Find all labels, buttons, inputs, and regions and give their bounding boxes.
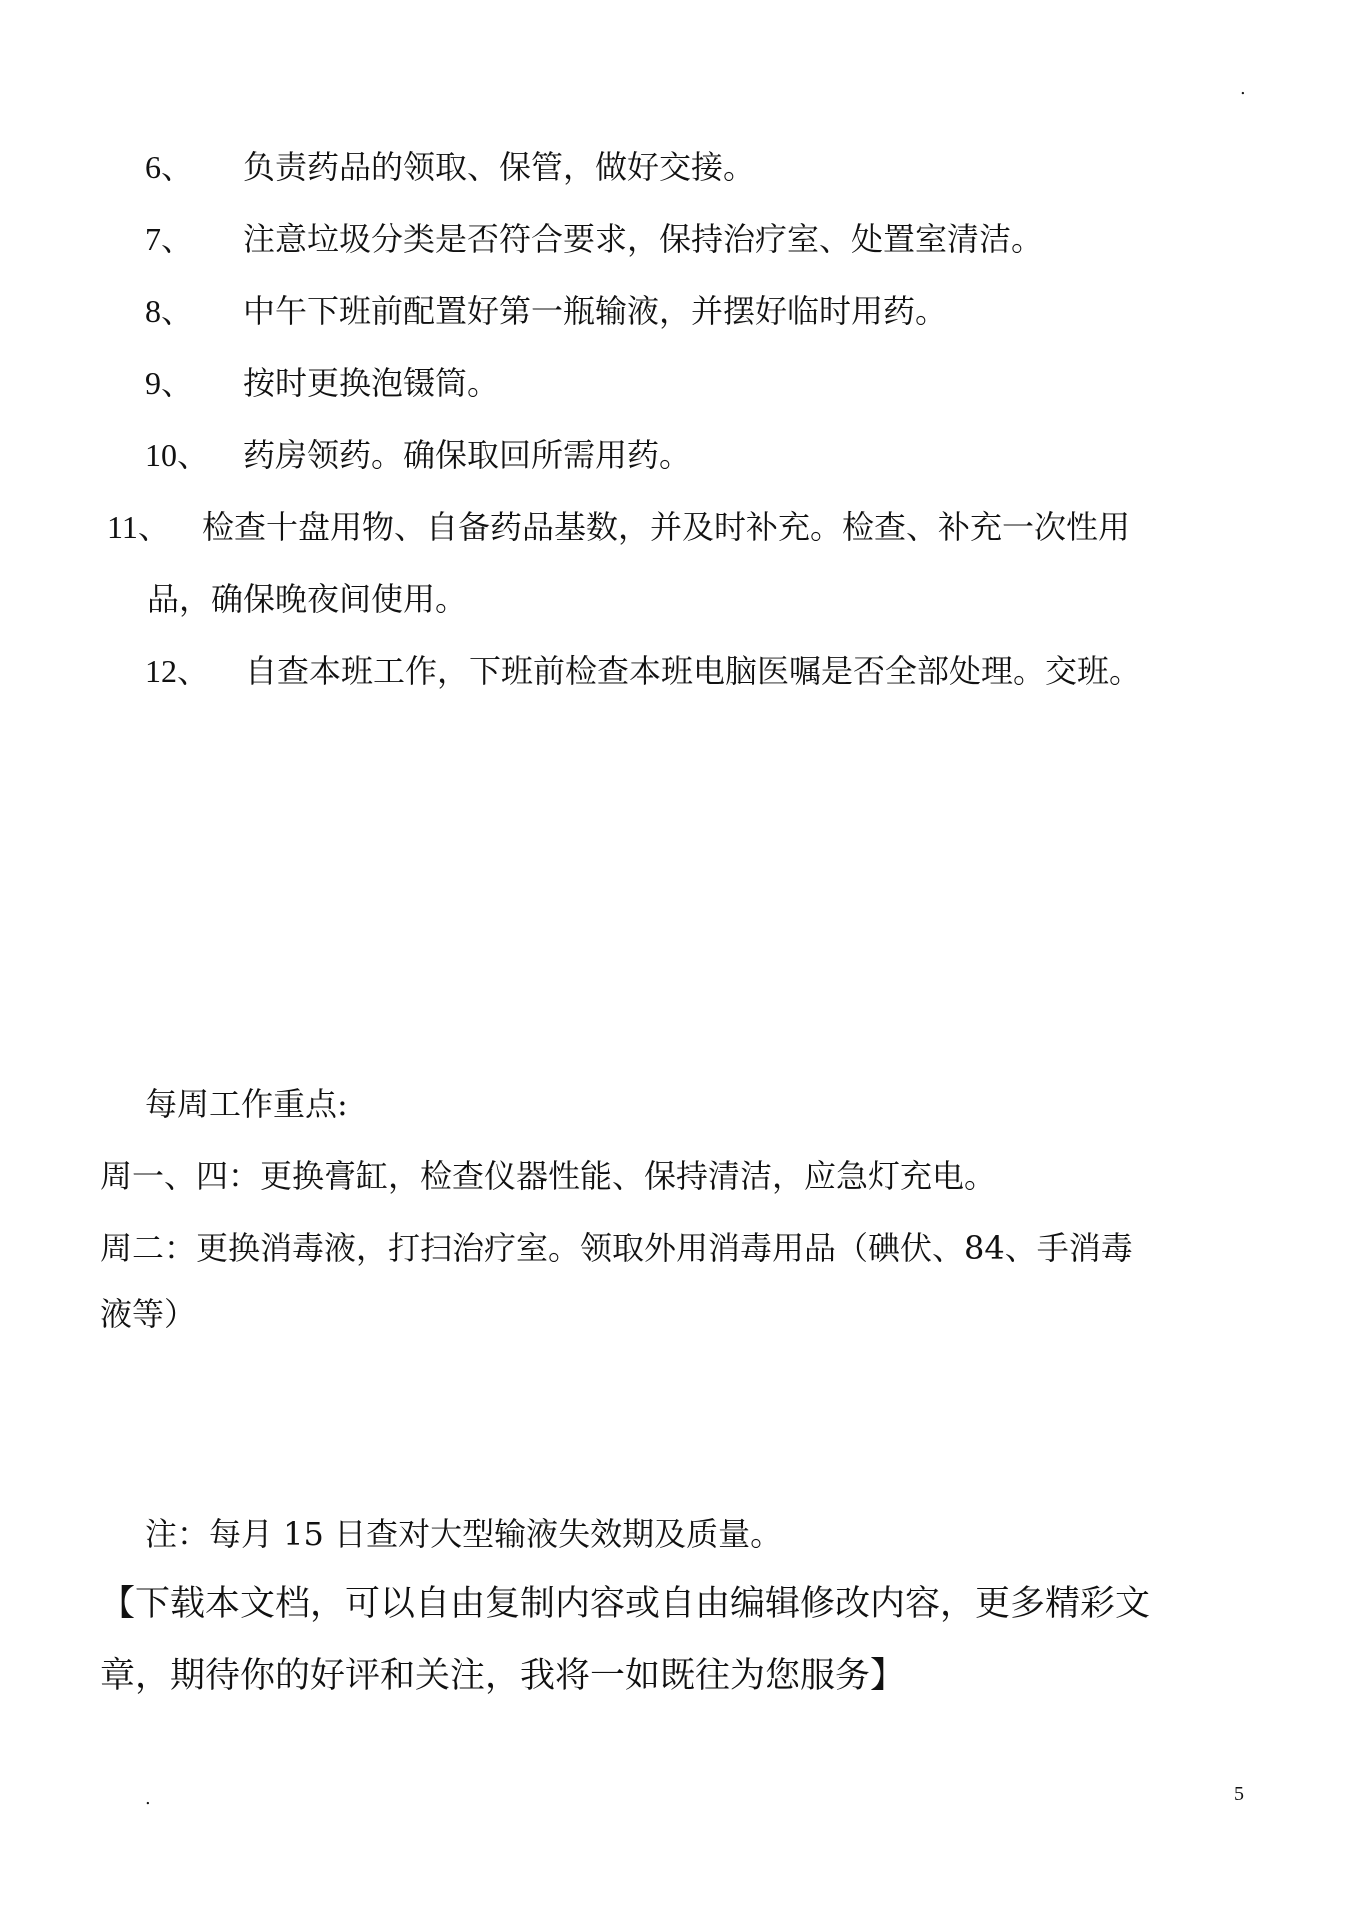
page-number: 5 <box>1234 1783 1244 1805</box>
item-text: 中午下班前配置好第一瓶输液，并摆好临时用药。 <box>243 292 948 330</box>
item-text: 自查本班工作，下班前检查本班电脑医嘱是否全部处理。交班。 <box>245 652 1142 690</box>
weekly-monday-thursday: 周一、四：更换膏缸，检查仪器性能、保持清洁，应急灯充电。 <box>100 1157 997 1195</box>
header-mark: . <box>1240 78 1246 99</box>
item-number: 6、 <box>145 149 194 185</box>
footer-mark: . <box>145 1788 151 1809</box>
item-text: 检查十盘用物、自备药品基数，并及时补充。检查、补充一次性用 <box>202 508 1131 546</box>
item-number: 9、 <box>145 365 194 401</box>
list-item-continuation: 品，确保晚夜间使用。 <box>147 580 468 618</box>
promo-text-continuation: 章，期待你的好评和关注，我将一如既往为您服务】 <box>100 1656 906 1696</box>
weekly-heading: 每周工作重点: <box>145 1085 348 1123</box>
item-number: 12、 <box>145 653 210 689</box>
note-text: 注：每月 15 日查对大型输液失效期及质量。 <box>145 1515 783 1553</box>
item-text: 药房领药。确保取回所需用药。 <box>243 436 692 474</box>
weekly-tuesday: 周二：更换消毒液，打扫治疗室。领取外用消毒用品（碘伏、84、手消毒 <box>100 1229 1133 1267</box>
item-text: 负责药品的领取、保管，做好交接。 <box>243 148 756 186</box>
item-text: 按时更换泡镊筒。 <box>243 364 500 402</box>
weekly-tuesday-continuation: 液等） <box>100 1295 197 1333</box>
item-number: 8、 <box>145 293 194 329</box>
item-number: 7、 <box>145 221 194 257</box>
item-text: 注意垃圾分类是否符合要求，保持治疗室、处置室清洁。 <box>243 220 1044 258</box>
item-number: 10、 <box>145 437 210 473</box>
promo-text: 【下载本文档，可以自由复制内容或自由编辑修改内容，更多精彩文 <box>100 1584 1151 1624</box>
item-number: 11、 <box>107 509 170 545</box>
